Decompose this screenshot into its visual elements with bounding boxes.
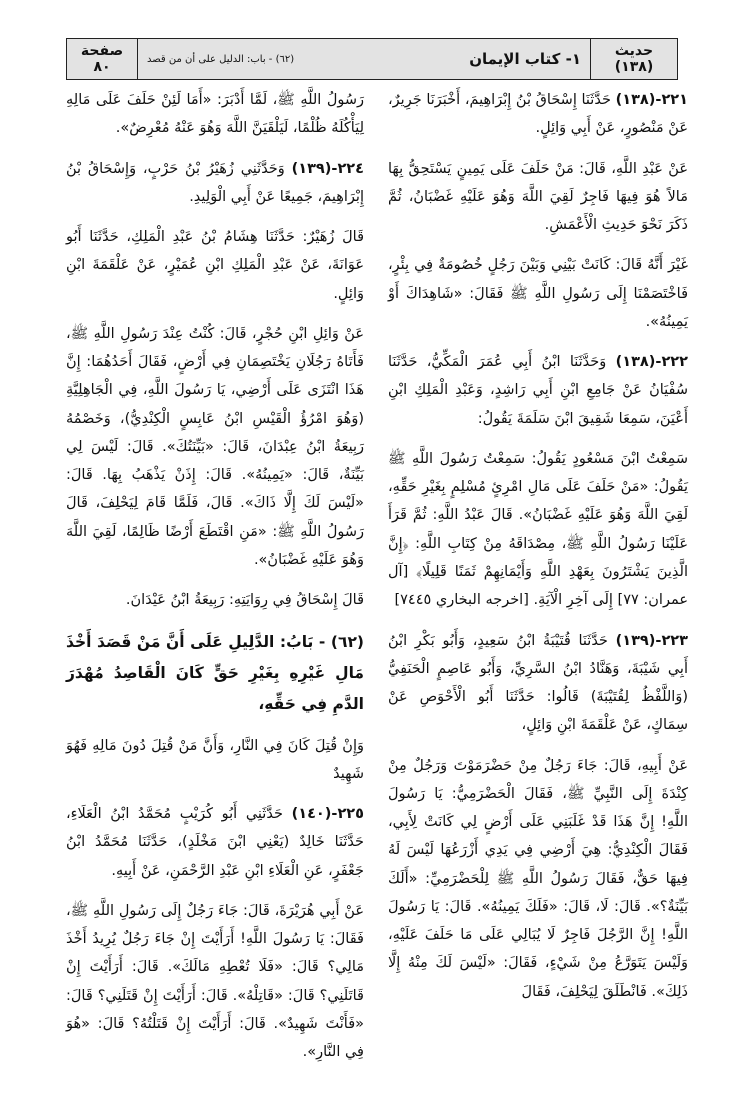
hadith-text: سَمِعْتُ ابْنَ مَسْعُودٍ يَقُولُ: سَمِعْتُ رَسُولَ اللَّهِ ﷺ يَقُولُ: «مَنْ حَلَفَ عَلَى مَالِ امْرِئٍ مُسْلِمٍ بِغَيْرِ حَقِّهِ، لَقِيَ اللَّهَ وَهُوَ عَلَيْهِ غَضْبَانُ». قَالَ عَبْدُ اللَّهِ: ثُمَّ قَرَأَ عَلَيْنَا رَسُولُ اللَّهِ ﷺ، مِصْدَاقَهُ مِنْ كِتَابِ اللَّهِ: ﴿إِنَّ الَّذِينَ يَشْتَرُونَ بِعَهْدِ اللَّهِ وَأَيْمَانِهِمْ ثَمَنًا قَلِيلًا﴾ [آل عمران: ٧٧] إِلَى آخِرِ الْآيَةِ. [اخرجه البخاري ٧٤٤٥] — [388, 450, 688, 609]
hadith-paragraph — [388, 445, 688, 615]
chapter-title: (٦٢) - باب: الدليل على أن من قصد — [147, 53, 295, 65]
hadith-number: ٢٢٣-(١٣٩) — [615, 632, 688, 649]
left-column — [66, 86, 364, 1078]
hadith-paragraph — [66, 800, 364, 885]
hadith-paragraph — [388, 86, 688, 143]
hadith-text: عَنْ أَبِي هُرَيْرَةَ، قَالَ: جَاءَ رَجُلٌ إِلَى رَسُولِ اللَّهِ ﷺ، فَقَالَ: يَا رَسُولَ اللَّهِ! أَرَأَيْتَ إِنْ جَاءَ رَجُلٌ يُرِيدُ أَخْذَ مَالِي؟ قَالَ: «فَلَا تُعْطِهِ مَالَكَ». قَالَ: أَرَأَيْتَ إِنْ قَاتَلَنِي؟ قَالَ: «قَاتِلْهُ». قَالَ: أَرَأَيْتَ إِنْ قَتَلَنِي؟ قَالَ: «فَأَنْتَ شَهِيدٌ». قَالَ: أَرَأَيْتَ إِنْ قَتَلْتُهُ؟ قَالَ: «هُوَ فِي النَّارِ». — [66, 902, 364, 1061]
hadith-paragraph — [66, 732, 364, 789]
hadith-text: عَنْ عَبْدِ اللَّهِ، قَالَ: مَنْ حَلَفَ عَلَى يَمِينٍ يَسْتَحِقُّ بِهَا مَالاً هُوَ فِيهَا فَاجِرٌ لَقِيَ اللَّهَ وَهُوَ عَلَيْهِ غَضْبَانُ، ثُمَّ ذَكَرَ نَحْوَ حَدِيثِ الْأَعْمَشِ. — [388, 160, 688, 234]
right-column — [388, 86, 688, 1018]
hadith-text: حَدَّثَنِي أَبُو كُرَيْبٍ مُحَمَّدُ ابْنُ الْعَلَاءِ، حَدَّثَنَا خَالِدٌ (يَعْنِي ابْنَ مَخْلَدٍ)، حَدَّثَنَا مُحَمَّدُ ابْنُ جَعْفَرٍ، عَنِ الْعَلَاءِ ابْنِ عَبْدِ الرَّحْمَنِ، عَنْ أَبِيهِ. — [66, 806, 364, 879]
hadith-paragraph — [388, 251, 688, 336]
book-title: ١- كتاب الإيمان — [469, 50, 581, 68]
hadith-paragraph — [388, 155, 688, 240]
hadith-number-box — [590, 39, 677, 79]
hadith-text: وَحَدَّثَنَا ابْنُ أَبِي عُمَرَ الْمَكِّيُّ، حَدَّثَنَا سُفْيَانُ عَنْ جَامِعِ ابْنِ أَبِي رَاشِدٍ، وَعَبْدِ الْمَلِكِ ابْنِ أَعْيَنَ، سَمِعَا شَقِيقَ ابْنَ سَلَمَةَ يَقُولُ: — [388, 354, 688, 427]
hadith-label: حديث — [614, 43, 654, 59]
hadith-text: حَدَّثَنَا إِسْحَاقُ بْنُ إِبْرَاهِيمَ، أَخْبَرَنَا جَرِيرٌ، عَنْ مَنْصُورٍ، عَنْ أَبِي وَائِلٍ. — [388, 92, 688, 137]
hadith-paragraph — [66, 897, 364, 1067]
hadith-text: عَنْ وَائِلِ ابْنِ حُجْرٍ، قَالَ: كُنْتُ عِنْدَ رَسُولِ اللَّهِ ﷺ، فَأَتَاهُ رَجُلَانِ يَخْتَصِمَانِ فِي أَرْضٍ، فَقَالَ أَحَدُهُمَا: إِنَّ هَذَا انْتَزَى عَلَى أَرْضِي، يَا رَسُولَ اللَّهِ، فِي الْجَاهِلِيَّةِ (وَهُوَ امْرُؤُ الْقَيْسِ ابْنُ عَابِسٍ الْكِنْدِيُّ)، وَخَصْمُهُ رَبِيعَةُ ابْنُ عِبْدَانَ، قَالَ: «بَيِّنَتُكَ». قَالَ: لَيْسَ لِي بَيِّنَةٌ، قَالَ: «يَمِينُهُ». قَالَ: إِذَنْ يَذْهَبُ بِهَا. قَالَ: «لَيْسَ لَكَ إِلَّا ذَاكَ». قَالَ، فَلَمَّا قَامَ لِيَحْلِفَ، قَالَ رَسُولُ اللَّهِ ﷺ: «مَنِ اقْتَطَعَ أَرْضًا ظَالِمًا، لَقِيَ اللَّهَ وَهُوَ عَلَيْهِ غَضْبَانُ». — [66, 325, 364, 568]
hadith-paragraph — [66, 320, 364, 574]
hadith-text: قَالَ زُهَيْرٌ: حَدَّثَنَا هِشَامُ بْنُ عَبْدِ الْمَلِكِ، حَدَّثَنَا أَبُو عَوَانَةَ، عَنْ عَبْدِ الْمَلِكِ ابْنِ عُمَيْرٍ، عَنْ عَلْقَمَةَ ابْنِ وَائِلٍ. — [66, 229, 364, 302]
hadith-paragraph — [66, 86, 364, 143]
hadith-text: عَنْ أَبِيهِ، قَالَ: جَاءَ رَجُلٌ مِنْ حَضْرَمَوْتَ وَرَجُلٌ مِنْ كِنْدَةَ إِلَى النَّبِيِّ ﷺ، فَقَالَ الْحَضْرَمِيُّ: يَا رَسُولَ اللَّهِ! إِنَّ هَذَا قَدْ غَلَبَنِي عَلَى أَرْضٍ لِي كَانَتْ لِأَبِي، فَقَالَ الْكِنْدِيُّ: هِيَ أَرْضِي فِي يَدِي أَزْرَعُهَا لَيْسَ لَهُ فِيهَا حَقٌّ، فَقَالَ رَسُولُ اللَّهِ ﷺ لِلْحَضْرَمِيِّ: «أَلَكَ بَيِّنَةٌ؟». قَالَ: لَا، قَالَ: «فَلَكَ يَمِينُهُ». قَالَ: يَا رَسُولَ اللَّهِ! إِنَّ الرَّجُلَ فَاجِرٌ لَا يُبَالِي عَلَى مَا حَلَفَ عَلَيْهِ، وَلَيْسَ يَتَوَرَّعُ مِنْ شَيْءٍ، فَقَالَ: «لَيْسَ لَكَ مِنْهُ إِلَّا ذَلِكَ». فَانْطَلَقَ لِيَحْلِفَ، فَقَالَ — [388, 757, 688, 1000]
hadith-paragraph — [66, 223, 364, 308]
hadith-paragraph — [388, 627, 688, 740]
hadith-text: رَسُولُ اللَّهِ ﷺ، لَمَّا أَدْبَرَ: «أَمَا لَئِنْ حَلَفَ عَلَى مَالِهِ لِيَأْكُلَهُ ظُلْمًا، لَيَلْقَيَنَّ اللَّهَ وَهُوَ عَنْهُ مُعْرِضٌ». — [66, 92, 364, 137]
hadith-paragraph — [66, 155, 364, 212]
hadith-paragraph — [388, 752, 688, 1006]
page-label: صفحة — [80, 43, 124, 59]
hadith-text: قَالَ إِسْحَاقُ فِي رِوَايَتِهِ: رَبِيعَةُ ابْنُ عَيْدَانَ. — [125, 592, 364, 609]
chapter-heading: (٦٢) - بَابُ: الدَّلِيلِ عَلَى أَنَّ مَنْ قَصَدَ أَخْذَ مَالِ غَيْرِهِ بِغَيْرِ حَقٍّ كَانَ الْقَاصِدُ مُهْدَرَ الدَّمِ فِي حَقِّهِ، — [66, 632, 364, 713]
hadith-text: حَدَّثَنَا قُتَيْبَةُ ابْنُ سَعِيدٍ، وَأَبُو بَكْرِ ابْنُ أَبِي شَيْبَةَ، وَهَنَّادُ ابْنُ السَّرِيِّ، وَأَبُو عَاصِمٍ الْحَنَفِيُّ (وَاللَّفْظُ لِقُتَيْبَةَ) قَالُوا: حَدَّثَنَا أَبُو الْأَحْوَصِ عَنْ سِمَاكٍ، عَنْ عَلْقَمَةَ ابْنِ وَائِلٍ، — [388, 632, 688, 734]
hadith-text: وَإِنْ قُتِلَ كَانَ فِي النَّارِ، وَأَنَّ مَنْ قُتِلَ دُونَ مَالِهِ فَهُوَ شَهِيدٌ — [66, 737, 364, 782]
header-title — [137, 39, 591, 79]
page-number: ٨٠ — [93, 59, 111, 75]
hadith-number: ٢٢٥-(١٤٠) — [291, 806, 364, 823]
page-header — [66, 38, 678, 80]
hadith-text: غَيْرَ أَنَّهُ قَالَ: كَانَتْ بَيْنِي وَبَيْنَ رَجُلٍ خُصُومَةٌ فِي بِئْرٍ، فَاخْتَصَمْنَا إِلَى رَسُولِ اللَّهِ ﷺ فَقَالَ: «شَاهِدَاكَ أَوْ يَمِينُهُ». — [388, 257, 688, 330]
hadith-number: ٢٢١-(١٣٨) — [615, 92, 688, 108]
page-number-box — [67, 39, 138, 79]
hadith-text: وَحَدَّثَنِي زُهَيْرُ بْنُ حَرْبٍ، وَإِسْحَاقُ بْنُ إِبْرَاهِيمَ، جَمِيعًا عَنْ أَبِي الْوَلِيدِ. — [66, 160, 364, 205]
hadith-paragraph — [388, 348, 688, 433]
hadith-number: (١٣٨) — [614, 59, 654, 75]
hadith-number: ٢٢٢-(١٣٨) — [615, 354, 688, 371]
hadith-paragraph — [66, 586, 364, 614]
hadith-number: ٢٢٤-(١٣٩) — [291, 160, 364, 177]
